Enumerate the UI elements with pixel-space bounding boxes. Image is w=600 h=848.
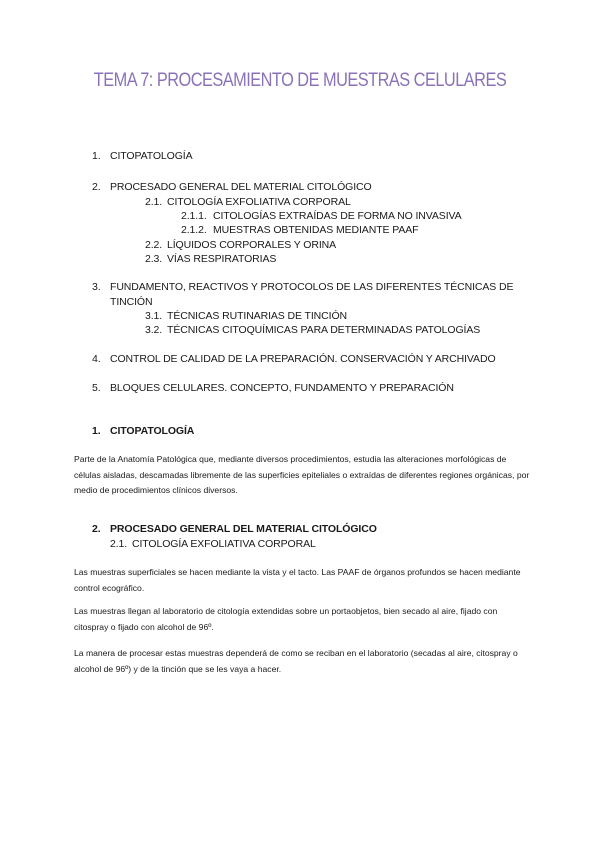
section-2-heading: 2. PROCESADO GENERAL DEL MATERIAL CITOLÓGICO bbox=[92, 523, 377, 535]
section-2-paragraph-1: Las muestras superficiales se hacen mediante la vista y el tacto. Las PAAF de órganos profundos se hacen mediante control ecográfico. bbox=[74, 567, 521, 593]
toc-item-3-1: 3.1. TÉCNICAS RUTINARIAS DE TINCIÓN bbox=[145, 310, 347, 322]
section-2-paragraph-3: La manera de procesar estas muestras dependerá de como se reciban en el laboratorio (secadas al aire, citospray o alcohol de 96º) y de la tinción que se les vaya a hacer. bbox=[74, 648, 518, 674]
toc-item-2-1-1: 2.1.1. CITOLOGÍAS EXTRAÍDAS DE FORMA NO INVASIVA bbox=[181, 210, 462, 222]
toc-item-2-1-2: 2.1.2. MUESTRAS OBTENIDAS MEDIANTE PAAF bbox=[181, 224, 419, 236]
toc-item-1: 1. CITOPATOLOGÍA bbox=[92, 150, 193, 162]
toc-item-4: 4. CONTROL DE CALIDAD DE LA PREPARACIÓN. CONSERVACIÓN Y ARCHIVADO bbox=[92, 353, 496, 365]
section-1-paragraph: Parte de la Anatomía Patológica que, mediante diversos procedimientos, estudia las alteraciones morfológicas de células aisladas, descamadas libremente de las superficies epiteliales o extraídas de diferentes regiones orgánicas, por medio de procedimientos clínicos diversos. bbox=[74, 454, 530, 495]
document-title: TEMA 7: PROCESAMIENTO DE MUESTRAS CELULARES bbox=[93, 70, 507, 91]
toc-item-3-continued: TINCIÓN bbox=[110, 296, 153, 308]
toc-item-3: 3. FUNDAMENTO, REACTIVOS Y PROTOCOLOS DE LAS DIFERENTES TÉCNICAS DE bbox=[92, 281, 514, 293]
toc-item-2-2: 2.2. LÍQUIDOS CORPORALES Y ORINA bbox=[145, 239, 337, 251]
section-2-paragraph-2: Las muestras llegan al laboratorio de citología extendidas sobre un portaobjetos, bien secado al aire, fijado con citospray o fijado con alcohol de 96º. bbox=[74, 606, 498, 632]
toc-item-5: 5. BLOQUES CELULARES. CONCEPTO, FUNDAMENTO Y PREPARACIÓN bbox=[92, 382, 454, 394]
section-2-1-subheading: 2.1. CITOLOGÍA EXFOLIATIVA CORPORAL bbox=[110, 538, 316, 550]
toc-item-2: 2. PROCESADO GENERAL DEL MATERIAL CITOLÓGICO bbox=[92, 181, 372, 193]
section-1-heading: 1. CITOPATOLOGÍA bbox=[92, 425, 195, 437]
toc-item-2-1: 2.1. CITOLOGÍA EXFOLIATIVA CORPORAL bbox=[145, 196, 351, 208]
toc-item-3-2: 3.2. TÉCNICAS CITOQUÍMICAS PARA DETERMINADAS PATOLOGÍAS bbox=[145, 324, 481, 336]
toc-item-2-3: 2.3. VÍAS RESPIRATORIAS bbox=[145, 253, 277, 265]
